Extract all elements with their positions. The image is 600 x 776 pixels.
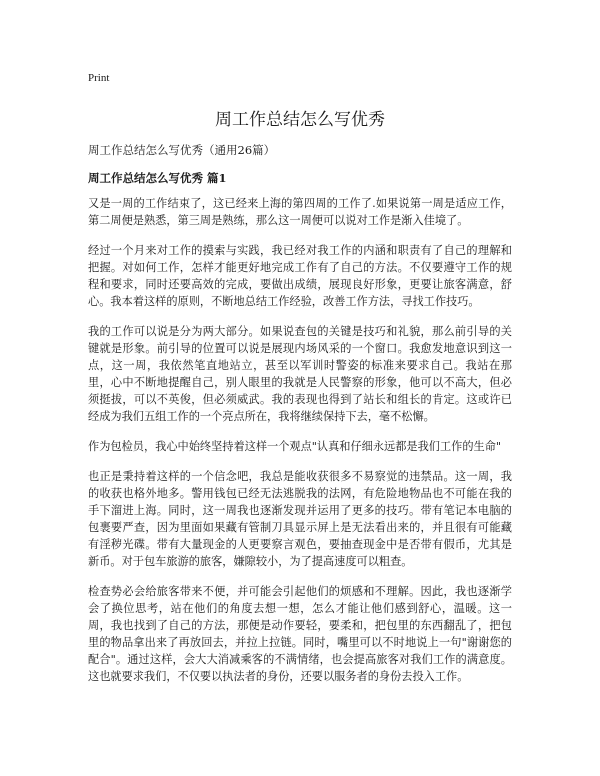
- paragraph-6: 检查势必会给旅客带来不便，并可能会引起他们的烦感和不理解。因此，我也逐渐学会了换位思考，站在他们的角度去想一想，怎么才能让他们感到舒心，温暖。这一周，我也找到了自己的方法，那便是动作要轻，要柔和，把包里的东西翻乱了，把包里的物品拿出来了再放回去，并拉上拉链。同时，嘴里可以不时地说上一句"谢谢您的配合"。通过这样，会大大消减乘客的不满情绪，也会提高旅客对我们工作的满意度。这也就要求我们，不仅要以执法者的身份，还要以服务者的身份去投入工作。: [88, 585, 512, 683]
- document-subtitle: 周工作总结怎么写优秀（通用26篇）: [88, 143, 276, 157]
- paragraph-1: 又是一周的工作结束了，这已经来上海的第四周的工作了.如果说第一周是适应工作，第二周便是熟悉，第三周是熟练，那么这一周便可以说对工作是渐入佳境了。: [88, 197, 512, 227]
- paragraph-5: 也正是秉持着这样的一个信念吧，我总是能收获很多不易察觉的违禁品。这一周，我的收获也格外地多。警用钱包已经无法逃脱我的法网，有危险地物品也不可能在我的手下溜进上海。同时，这一周我也逐渐发现并运用了更多的技巧。带有笔记本电脑的包裹要严查，因为里面如果藏有管制刀具显示屏上是无法看出来的，并且很有可能藏有淫秽光碟。带有大量现金的人更要察言观色，要抽查现金中是否带有假币，尤其是新币。对于包车旅游的旅客，嫌隙较小，为了提高速度可以粗查。: [88, 470, 512, 568]
- page-title: 周工作总结怎么写优秀: [215, 110, 385, 130]
- section-heading: 周工作总结怎么写优秀 篇1: [88, 171, 227, 185]
- paragraph-4: 作为包检员，我心中始终坚持着这样一个观点"认真和仔细永远都是我们工作的生命": [88, 440, 502, 453]
- paragraph-2: 经过一个月来对工作的摸索与实践，我已经对我工作的内涵和职责有了自己的理解和把握。对如何工作，怎样才能更好地完成工作有了自己的方法。不仅要遵守工作的规程和要求，同时还要高效的完成，要做出成绩，展现良好形象，更要让旅客满意，舒心。我本着这样的原则，不断地总结工作经验，改善工作方法，寻找工作技巧。: [88, 244, 512, 308]
- print-label: Print: [88, 72, 110, 84]
- paragraph-3: 我的工作可以说是分为两大部分。如果说查包的关键是技巧和礼貌，那么前引导的关键就是形象。前引导的位置可以说是展现内场风采的一个窗口。我愈发地意识到这一点，这一周，我依然笔直地站立，甚至以军训时警姿的标准来要求自己。我站在那里，心中不断地提醒自己，别人眼里的我就是人民警察的形象，他可以不高大，但必须挺拔，可以不英俊，但必须威武。我的表现也得到了站长和组长的肯定。这或许已经成为我们五组工作的一个亮点所在，我将继续保持下去，毫不松懈。: [88, 325, 512, 423]
